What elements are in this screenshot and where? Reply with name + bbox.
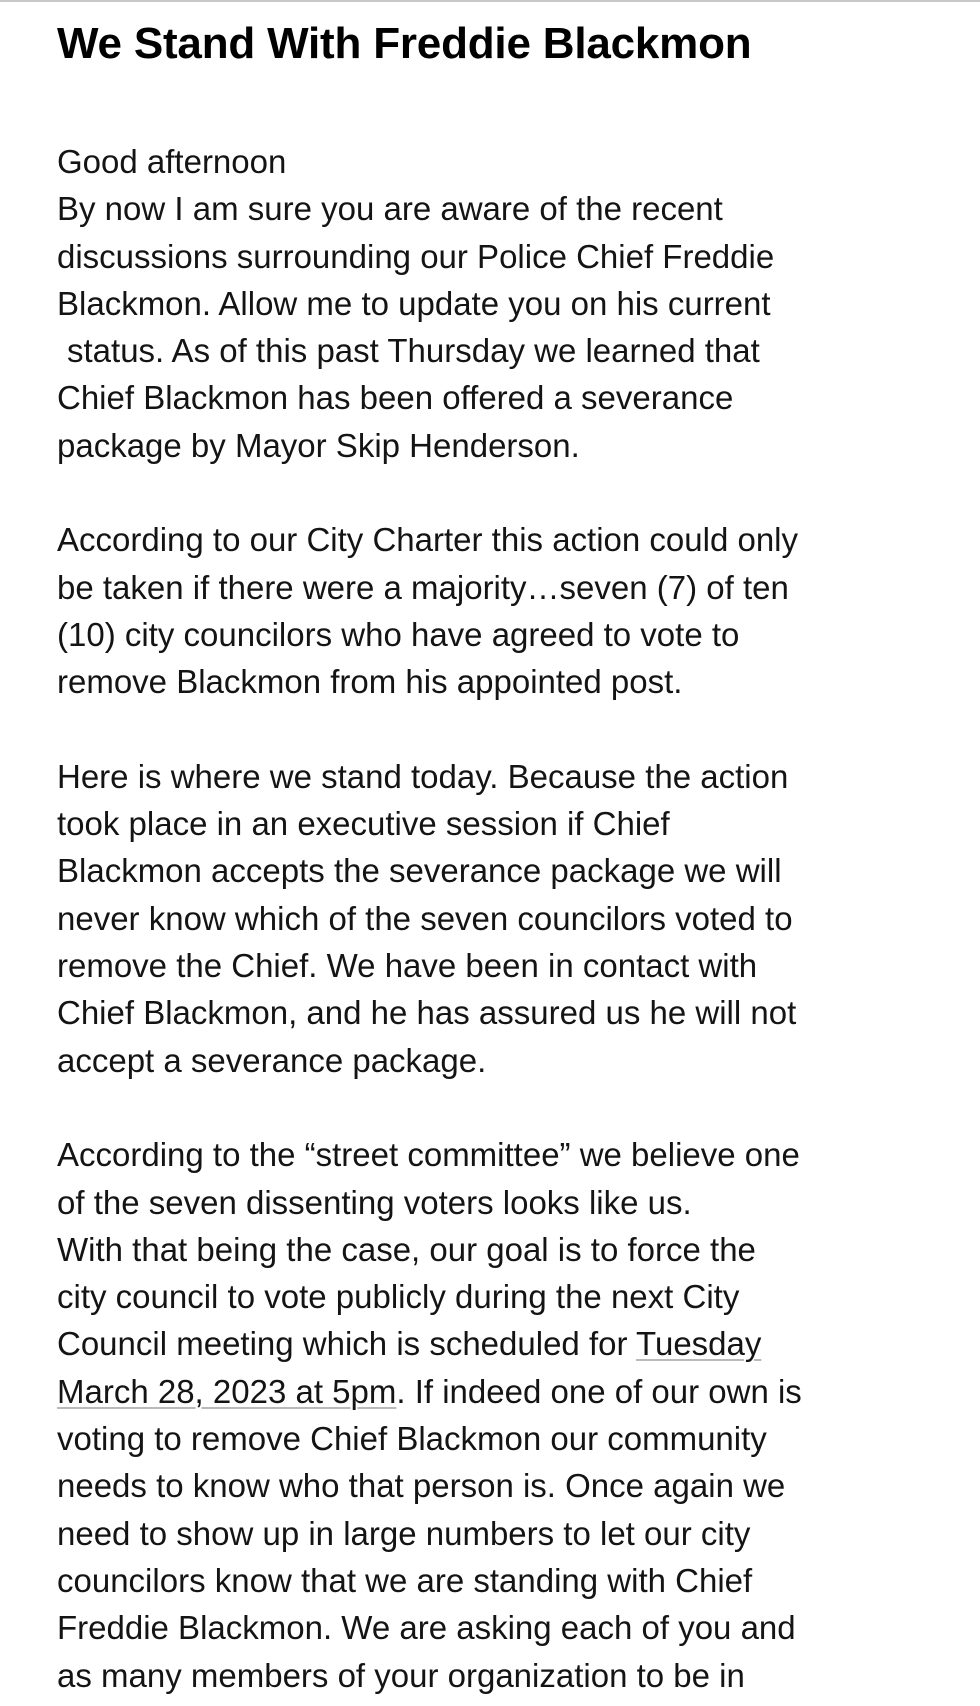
text-line: of the seven dissenting voters looks like us. [57, 1183, 692, 1221]
text-line: Here is where we stand today. Because the action [57, 757, 789, 795]
text-line: Chief Blackmon, and he has assured us he will not [57, 994, 797, 1032]
paragraph-street-committee [57, 1131, 957, 1699]
text-line: discussions surrounding our Police Chief Freddie [57, 237, 775, 275]
text-line: need to show up in large numbers to let our city [57, 1514, 751, 1552]
text-line: According to the “street committee” we believe one [57, 1136, 800, 1174]
text-fragment: . If indeed one of our own is [396, 1372, 802, 1410]
top-divider [0, 0, 980, 2]
text-line: accept a severance package. [57, 1041, 487, 1079]
text-line: Freddie Blackmon. We are asking each of you and [57, 1609, 796, 1647]
text-line: needs to know who that person is. Once again we [57, 1467, 786, 1505]
text-line: Blackmon. Allow me to update you on his current [57, 284, 771, 322]
text-line: city council to vote publicly during the next City [57, 1278, 740, 1316]
text-line: By now I am sure you are aware of the recent [57, 190, 723, 228]
paragraph-greeting-status [57, 138, 957, 469]
text-line: According to our City Charter this action could only [57, 521, 799, 559]
text-line: status. As of this past Thursday we learned that [67, 332, 760, 370]
text-line: as many members of your organization to be in [57, 1656, 745, 1694]
text-line: took place in an executive session if Chief [57, 805, 670, 843]
document-body [57, 138, 957, 1699]
text-line: Blackmon accepts the severance package we will [57, 852, 782, 890]
paragraph-spacer [57, 1084, 957, 1131]
text-line: (10) city councilors who have agreed to vote to [57, 615, 740, 653]
paragraph-spacer [57, 469, 957, 516]
text-fragment: Council meeting which is scheduled for [57, 1325, 637, 1363]
text-line: councilors know that we are standing with Chief [57, 1561, 753, 1599]
text-line: be taken if there were a majority…seven (7) of ten [57, 568, 789, 606]
document-title: We Stand With Freddie Blackmon [57, 19, 752, 68]
text-line [57, 1368, 957, 1415]
paragraph-where-we-stand [57, 753, 957, 1084]
text-line: remove Blackmon from his appointed post. [57, 663, 683, 701]
document [57, 14, 957, 1699]
meeting-date-link[interactable]: Tuesday [636, 1325, 762, 1363]
paragraph-city-charter [57, 516, 957, 705]
text-line [57, 1320, 957, 1367]
text-line: voting to remove Chief Blackmon our community [57, 1420, 767, 1458]
paragraph-spacer [57, 706, 957, 753]
text-line: package by Mayor Skip Henderson. [57, 426, 580, 464]
text-line: Good afternoon [57, 143, 287, 180]
text-line: With that being the case, our goal is to force the [57, 1230, 756, 1268]
meeting-time-link[interactable]: March 28, 2023 at 5pm [57, 1372, 397, 1410]
text-line: never know which of the seven councilors voted to [57, 899, 793, 937]
text-line: remove the Chief. We have been in contact with [57, 947, 758, 985]
text-line: Chief Blackmon has been offered a severance [57, 379, 734, 417]
